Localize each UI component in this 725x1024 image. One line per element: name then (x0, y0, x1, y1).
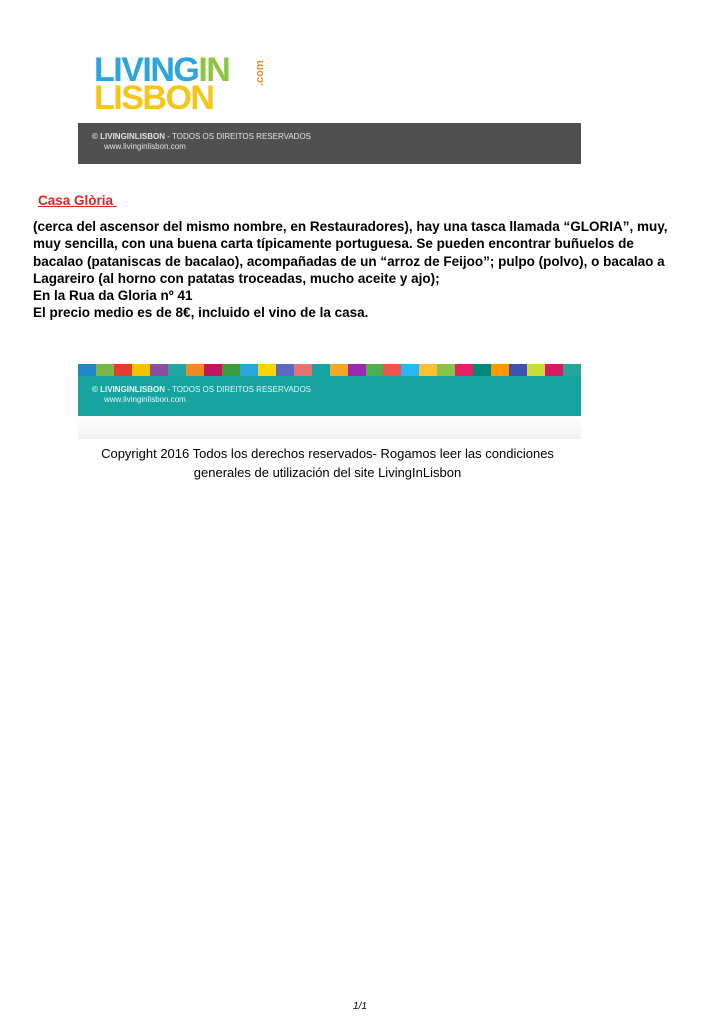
color-strip-segment (383, 364, 401, 376)
header-copyright-bar (78, 123, 581, 164)
color-strip-segment (330, 364, 348, 376)
color-strip-segment (204, 364, 222, 376)
color-strip-segment (258, 364, 276, 376)
header-banner (78, 46, 581, 164)
color-strip-segment (455, 364, 473, 376)
article-line: muy sencilla, con una buena carta típicamente portuguesa. Se pueden encontrar buñuelos de (33, 236, 634, 252)
copyright-notice (80, 445, 575, 482)
color-strip-segment (168, 364, 186, 376)
color-strip-segment (312, 364, 330, 376)
color-strip-segment (419, 364, 437, 376)
copyright-symbol: © (92, 385, 98, 394)
logo-in-text: IN (198, 51, 230, 89)
article-line: bacalao (pataniscas de bacalao), acompañadas de un “arroz de Feijoo”; pulpo (polvo), o bacalao a (33, 253, 665, 269)
copyright-symbol: © (92, 132, 98, 141)
color-strip-segment (222, 364, 240, 376)
brand-name: LIVINGINLISBON (100, 132, 166, 141)
color-strip-segment (563, 364, 581, 376)
copyright-line-2: generales de utilización del site LivingInLisbon (193, 464, 462, 480)
brand-name: LIVINGINLISBON (100, 385, 166, 394)
rights-text: - TODOS OS DIREITOS RESERVADOS (167, 385, 312, 394)
color-strip-segment (491, 364, 509, 376)
logo-com-text: .com (254, 60, 266, 86)
logo-lisbon-text: LISBON (94, 79, 214, 117)
site-url: www.livinginlisbon.com (104, 142, 186, 151)
page-number: 1/1 (353, 1001, 367, 1012)
livinginlisbon-logo (94, 52, 264, 116)
color-strip-segment (527, 364, 545, 376)
color-strip-segment (240, 364, 258, 376)
article-price: El precio medio es de 8€, incluido el vino de la casa. (33, 305, 369, 321)
color-strip-segment (545, 364, 563, 376)
header-copyright-text (92, 132, 311, 152)
rights-text: - TODOS OS DIREITOS RESERVADOS (167, 132, 312, 141)
color-strip-segment (78, 364, 96, 376)
article-line: (cerca del ascensor del mismo nombre, en Restauradores), hay una tasca llamada “GLORIA”, muy, (33, 219, 668, 234)
color-strip-segment (96, 364, 114, 376)
footer-banner (78, 364, 581, 439)
article-title: Casa Glòria (38, 193, 117, 208)
footer-copyright-bar (78, 376, 581, 416)
color-strip-segment (150, 364, 168, 376)
color-strip-segment (114, 364, 132, 376)
article-line: Lagareiro (al horno con patatas troceadas, mucho aceite y ajo); (33, 270, 440, 286)
color-strip-segment (437, 364, 455, 376)
site-url: www.livinginlisbon.com (104, 395, 186, 404)
footer-copyright-text (92, 385, 311, 405)
color-strip-segment (294, 364, 312, 376)
color-strip-segment (348, 364, 366, 376)
color-strip-segment (132, 364, 150, 376)
logo-living-text: LIVING (94, 51, 199, 89)
article-body (33, 218, 683, 322)
color-strip-segment (401, 364, 419, 376)
color-strip-segment (186, 364, 204, 376)
color-strip-segment (509, 364, 527, 376)
color-strip-segment (366, 364, 384, 376)
color-strip-segment (276, 364, 294, 376)
color-strip (78, 364, 581, 376)
color-strip-segment (473, 364, 491, 376)
article-address: En la Rua da Gloria nº 41 (33, 288, 193, 304)
copyright-line-1: Copyright 2016 Todos los derechos reservados- Rogamos leer las condiciones (101, 446, 554, 461)
